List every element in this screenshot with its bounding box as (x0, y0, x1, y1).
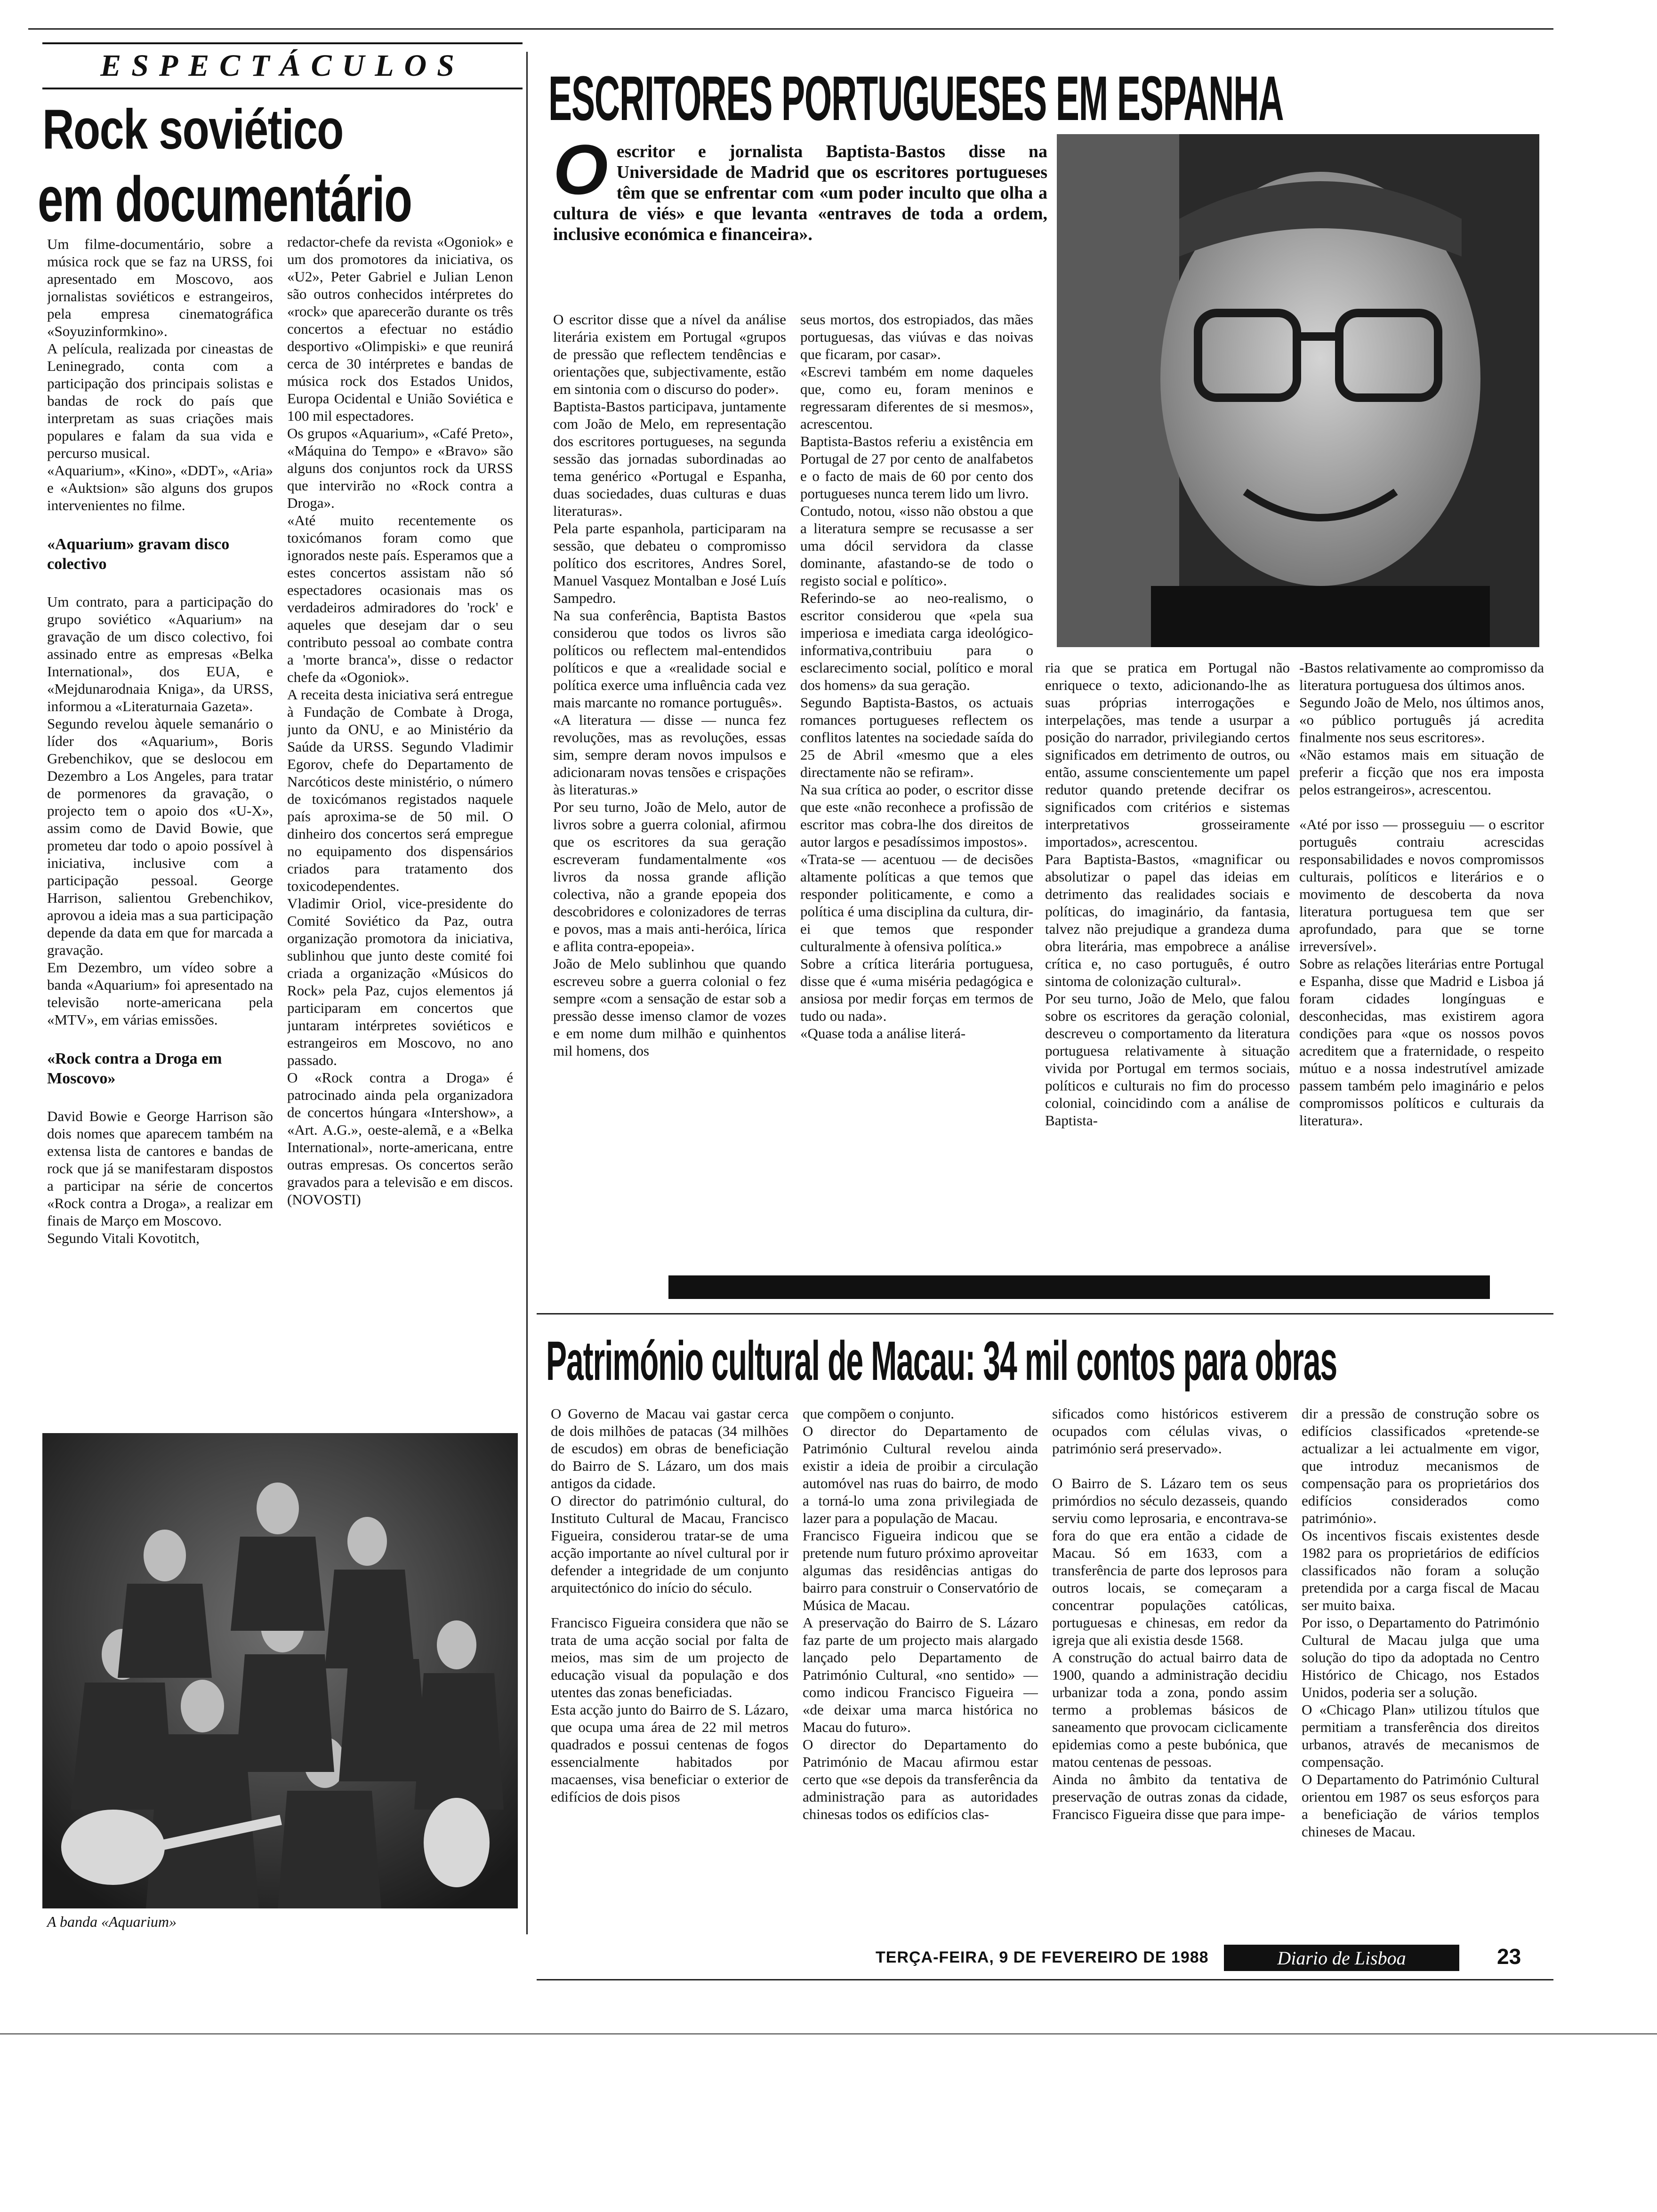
escritores-lead-block (553, 130, 1047, 297)
rock-col1-text-a: Um filme-documentário, sobre a música rock que se faz na URSS, foi apresentado em Moscovo, aos jornalistas soviéticos e estrangeiros, pela empresa cinematográfica «Soyuzinformkino». A película, realizada por cineastas de Leninegrado, conta com a participação dos principais solistas e bandas de rock do país que interpretam as suas criações mais populares e falam da sua vida e percurso musical. «Aquarium», «Kino», «DDT», «Aria» e «Auktsion» são alguns dos grupos intervenientes no filme. (47, 236, 273, 513)
rock-col1 (47, 235, 273, 1421)
band-photo-caption: A banda «Aquarium» (47, 1913, 177, 1930)
escritores-bottom-rule (537, 1313, 1553, 1314)
rock-headline-line2: em documentário (38, 163, 412, 235)
rock-col1-text-c: David Bowie e George Harrison são dois nomes que aparecem também na extensa lista de cantores e bandas de rock que já se manifestaram dispostos a participar na série de concertos «Rock contra a Droga», a realizar em finais de Março em Moscovo. Segundo Vitali Kovotitch, (47, 1108, 273, 1246)
macau-col4 (1302, 1405, 1539, 1932)
section-banner: ESPECTÁCULOS (42, 42, 523, 89)
macau-col2 (803, 1405, 1038, 1932)
escritores-col1 (553, 311, 786, 1252)
escritores-col2 (800, 311, 1033, 1252)
footer-date: TERÇA-FEIRA, 9 DE FEVEREIRO DE 1988 (876, 1948, 1209, 1966)
bottom-page-rule (0, 2033, 1657, 2035)
portrait-illustration (1057, 134, 1539, 647)
escritores-col3 (1045, 659, 1290, 1257)
footer-masthead: Diario de Lisboa (1224, 1945, 1459, 1971)
macau-col3 (1052, 1405, 1287, 1932)
escritores-col4 (1299, 659, 1544, 1257)
escritores-col2-text: seus mortos, dos estropiados, das mães portuguesas, das viúvas e das noivas que ficaram, por casar». «Escrevi também em nome daqueles que, como eu, foram meninos e regressaram diferentes de si mesmos», acrescentou. Baptista-Bastos referiu a existência em Portugal de 27 por cento de analfabetos e o facto de mais de 60 por cento dos portugueses nunca terem lido um livro. Contudo, notou, «isso não obstou a que a literatura sempre se recusasse a ser uma dócil servidora da classe dominante, afastando-se de todo o registo social e político». Referindo-se ao neo-realismo, o escritor considerou que «pela sua imperiosa e imediata carga ideológico-informativa,contribuiu para o esclarecimento social, político e moral dos homens» da sua geração. Segundo Baptista-Bastos, os actuais romances portugueses reflectem os conflitos latentes na sociedade saída do 25 de Abril «mesmo que a eles directamente não se refiram». Na sua crítica ao poder, o escritor disse que este «não reconhece a profissão de escritor mas cobra-lhe dos direitos de autor largos e pesadíssimos impostos». «Trata-se — acentuou — de decisões altamente políticas a que temos que responder politicamente, e como a política é uma disciplina da cultura, dir-ei que temos que responder culturalmente à ofensiva política.» Sobre a crítica literária portuguesa, disse que é «uma miséria pedagógica e ansiosa por medir forças em termos de tudo ou nada». «Quase toda a análise literá- (800, 311, 1033, 1042)
rock-subhead-aquarium: «Aquarium» gravam disco colectivo (47, 536, 230, 573)
band-photo (42, 1433, 518, 1908)
macau-col4-text: dir a pressão de construção sobre os edifícios classificados «pretende-se actualizar a lei actualmente em vigor, que introduz mecanismos de compensação para os proprietários dos edifícios considerados como património». Os incentivos fiscais existentes desde 1982 para os proprietários de edifícios classificados não foram a solução pretendida por a carga fiscal de Macau ser muito baixa. Por isso, o Departamento do Património Cultural de Macau julga que uma solução do tipo da adoptada no Centro Histórico de Chicago, nos Estados Unidos, poderia ser a solução. O «Chicago Plan» utilizou títulos que permitiam a transferência dos direitos urbanos, através de mecanismos de compensação. O Departamento do Património Cultural orientou em 1987 os seus esforços para a beneficiação de vários templos chineses de Macau. (1302, 1405, 1539, 1840)
top-rule (28, 28, 1553, 30)
macau-col2-text: que compõem o conjunto. O director do Departamento de Património Cultural revelou ainda existir a ideia de proibir a circulação automóvel nas ruas do bairro, de modo a torná-lo uma zona privilegiada de lazer para a população de Macau. Francisco Figueira indicou que se pretende num futuro próximo aproveitar algumas das residências antigas do bairro para construir o Conservatório de Música de Macau. A preservação do Bairro de S. Lázaro faz parte de um projecto mais alargado lançado pelo Departamento de Património Cultural, «no sentido» — como indicou Francisco Figueira — «de deixar uma marca histórica no Macau do futuro». O director do Departamento do Património de Macau afirmou estar certo que «se depois da transferência da administração para as autoridades chinesas todos os edifícios clas- (803, 1405, 1038, 1822)
escritores-col3-text: ria que se pratica em Portugal não enriquece o texto, adicionando-lhe as suas próprias interrogações e interpelações, mas tende a usurpar a posição do narrador, privilegiando certos significados em detrimento de outros, ou então, assume conscientemente um papel redutor quando pretende decifrar os significados com critérios e sistemas interpretativos grosseiramente importados», acrescentou. Para Baptista-Bastos, «magnificar ou absolutizar o papel das ideias em detrimento das realidades sociais e políticas, do imaginário, da fantasia, talvez não prejudique a grandeza duma obra literária, mas empobrece a análise crítica e, no caso português, é outro sintoma de colonização cultural». Por seu turno, João de Melo, que falou sobre os escritores da geração colonial, descreveu o comportamento da literatura portuguesa relativamente à situação vivida por Portugal em termos sociais, políticos e culturais no fim do processo colonial, coincidindo com a análise de Baptista- (1045, 659, 1290, 1129)
escritores-dropcap: O (553, 130, 608, 209)
macau-col1-text: O Governo de Macau vai gastar cerca de dois milhões de patacas (34 milhões de escudos) em obras de beneficiação do Bairro de S. Lázaro, um dos mais antigos da cidade. O director do património cultural, do Instituto Cultural de Macau, Francisco Figueira, considerou tratar-se de uma acção importante ao nível cultural por ir defender a integridade de um conjunto arquitectónico do início do século. Francisco Figueira considera que não se trata de uma acção social por falta de meios, mas sim de um projecto de educação visual da população e dos utentes das zonas beneficiadas. Esta acção junto do Bairro de S. Lázaro, que ocupa uma área de 22 mil metros quadrados e possui centenas de fogos essencialmente habitados por macaenses, visa beneficiar o exterior de edifícios de dois pisos (551, 1405, 788, 1805)
macau-headline: Património cultural de Macau: 34 mil contos para obras (546, 1330, 1337, 1392)
footer-rule (537, 1979, 1553, 1980)
escritores-lead: escritor e jornalista Baptista-Bastos disse na Universidade de Madrid que os escritores portugueses têm que se enfrentar com «um poder inculto que olha a cultura de viés» e que levanta «entraves de toda a ordem, inclusive económica e financeira». (553, 142, 1047, 244)
rock-headline-line1: Rock soviético (42, 98, 343, 161)
macau-col3-text: sificados como históricos estiverem ocupados com células vivas, o património será preservado». O Bairro de S. Lázaro tem os seus primórdios no século dezasseis, quando serviu como leprosaria, e encontrava-se fora do que era então a cidade de Macau. Só em 1633, com a transferência de parte dos leprosos para outros locais, se começaram a concentrar populações católicas, portuguesas e chinesas, em redor da igreja que ali existia desde 1568. A construção do actual bairro data de 1900, quando a administração decidiu urbanizar toda a zona, pondo assim termo a problemas básicos de saneamento que provocam ciclicamente epidemias como a peste bubónica, que matou centenas de pessoas. Ainda no âmbito da tentativa de preservação de outras zonas da cidade, Francisco Figueira disse que para impe- (1052, 1405, 1287, 1822)
escritores-col1-text: O escritor disse que a nível da análise literária existem em Portugal «grupos de pressão que reflectem tendências e orientações que, subjectivamente, estão em sintonia com o discurso do poder». Baptista-Bastos participava, juntamente com João de Melo, em representação dos escritores portugueses, na segunda sessão das jornadas subordinadas ao tema genérico «Portugal e Espanha, duas sociedades, duas culturas e duas literaturas». Pela parte espanhola, participaram na sessão, que debateu o compromisso político dos escritores, Andres Sorel, Manuel Vasquez Montalban e José Luís Sampedro. Na sua conferência, Baptista Bastos considerou que todos os livros são políticos ou reflectem mal-entendidos políticos e que a «realidade social e política exerce uma influência cada vez mais marcante no romance português». «A literatura — disse — nunca fez revoluções, mas as revoluções, essas sim, sempre deram novos impulsos e adicionaram novas tensões e crispações às literaturas.» Por seu turno, João de Melo, autor de livros sobre a guerra colonial, afirmou que os escritores da sua geração escreveram fundamentalmente «os livros da nossa grande aflição colectiva, não a grande epopeia dos descobridores e colonizadores de terras e povos, mas a mais anti-heróica, lírica e aflita contra-epopeia». João de Melo sublinhou que quando escreveu sobre a guerra colonial o fez sempre «com a sensação de estar sob a pressão desse imenso clamor de vozes e em nome dum milhão e quinhentos mil homens, dos (553, 311, 786, 1059)
column-divider (526, 52, 528, 1934)
macau-col1 (551, 1405, 788, 1932)
footer-page-number: 23 (1497, 1944, 1521, 1969)
rock-col2-text: redactor-chefe da revista «Ogoniok» e um dos promotores da iniciativa, os «U2», Peter Gabriel e Julian Lenon são outros conhecidos intérpretes do «rock» que aparecerão durante os três concertos a efectuar no estádio desportivo «Olimpiski» e que reunirá cerca de 30 intérpretes e bandas de música rock dos Estados Unidos, Europa Ocidental e União Soviética e 100 mil espectadores. Os grupos «Aquarium», «Café Preto», «Máquina do Tempo» e «Bravo» são alguns dos conjuntos rock da URSS que intervirão no «Rock contra a Droga». «Até muito recentemente os toxicómanos foram como que ignorados neste país. Esperamos que a estes concertos assistam não só espectadores ocasionais mas os verdadeiros admiradores do 'rock' e aqueles que desejam dar o seu contributo pessoal ao combate contra a 'morte branca'», disse o redactor chefe da «Ogoniok». A receita desta iniciativa será entregue à Fundação de Combate à Droga, junto da ONU, e ao Ministério da Saúde da URSS. Segundo Vladimir Egorov, chefe do Departamento de Narcóticos deste ministério, o número de toxicómanos registados naquele país aproxima-se de 50 mil. O dinheiro dos concertos será empregue no equipamento dos dispensários criados para tratamento dos toxicodependentes. Vladimir Oriol, vice-presidente do Comité Soviético da Paz, outra organização promotora da iniciativa, sublinhou que junto deste comité foi criada a organização «Músicos do Rock» pela Paz, cujos elementos já participaram em concertos que juntaram intérpretes soviéticos e estrangeiros em Moscovo, no ano passado. O «Rock contra a Droga» é patrocinado ainda pela organizadora de concertos húngara «Intershow», a «Art. A.G.», oeste-alemã, e a «Belka International», norte-americana, entre outras empresas. Os concertos serão gravados para a televisão e em discos. (NOVOSTI) (287, 233, 513, 1208)
baptista-bastos-photo (1057, 134, 1539, 647)
escritores-bottom-bar (668, 1275, 1490, 1299)
band-photo-illustration (42, 1433, 518, 1908)
escritores-col4-text: -Bastos relativamente ao compromisso da literatura portuguesa dos últimos anos. Segundo João de Melo, nos últimos anos, «o público português já acredita finalmente nos seus escritores». «Não estamos mais em situação de preferir a ficção que nos era imposta pelos estrangeiros», acrescentou. «Até por isso — prosseguiu — o escritor português contraiu acrescidas responsabilidades e novos compromissos culturais, políticos e literários e o movimento de descoberta da nova literatura portuguesa tem que ser aprofundado, para que se torne irreversível». Sobre as relações literárias entre Portugal e Espanha, disse que Madrid e Lisboa já foram cidades longínguas e desconhecidas, mas existirem agora condições para «que os nossos povos acreditem que a fraternidade, o respeito mútuo e a nossa indestrutível amizade passem também pelo imaginário e pelos compromissos políticos e culturais da literatura». (1299, 659, 1544, 1129)
rock-col2 (287, 233, 513, 1424)
rock-subhead-droga: «Rock contra a Droga em Moscovo» (47, 1050, 222, 1087)
rock-col1-text-b: Um contrato, para a participação do grupo soviético «Aquarium» na gravação de um disco colectivo, foi assinado entre as empresas «Belka International», dos EUA, e «Mejdunarodnaia Kniga», da URSS, informou a «Literaturnaia Gazeta». Segundo revelou àquele semanário o líder dos «Aquarium», Boris Grebenchikov, que se deslocou em Dezembro a Los Angeles, para tratar de pormenores da gravação, o projecto tem o apoio dos «U-X», assim como de David Bowie, que prometeu dar todo o apoio possível à iniciativa, inclusive com a participação pessoal. George Harrison, salientou Grebenchikov, aprovou a ideia mas a sua participação depende da data em que for marcada a gravação. Em Dezembro, um vídeo sobre a banda «Aquarium» foi apresentado na televisão norte-americana pela «MTV», em várias emissões. (47, 593, 273, 1028)
escritores-headline: ESCRITORES PORTUGUESES EM ESPANHA (548, 64, 1284, 134)
